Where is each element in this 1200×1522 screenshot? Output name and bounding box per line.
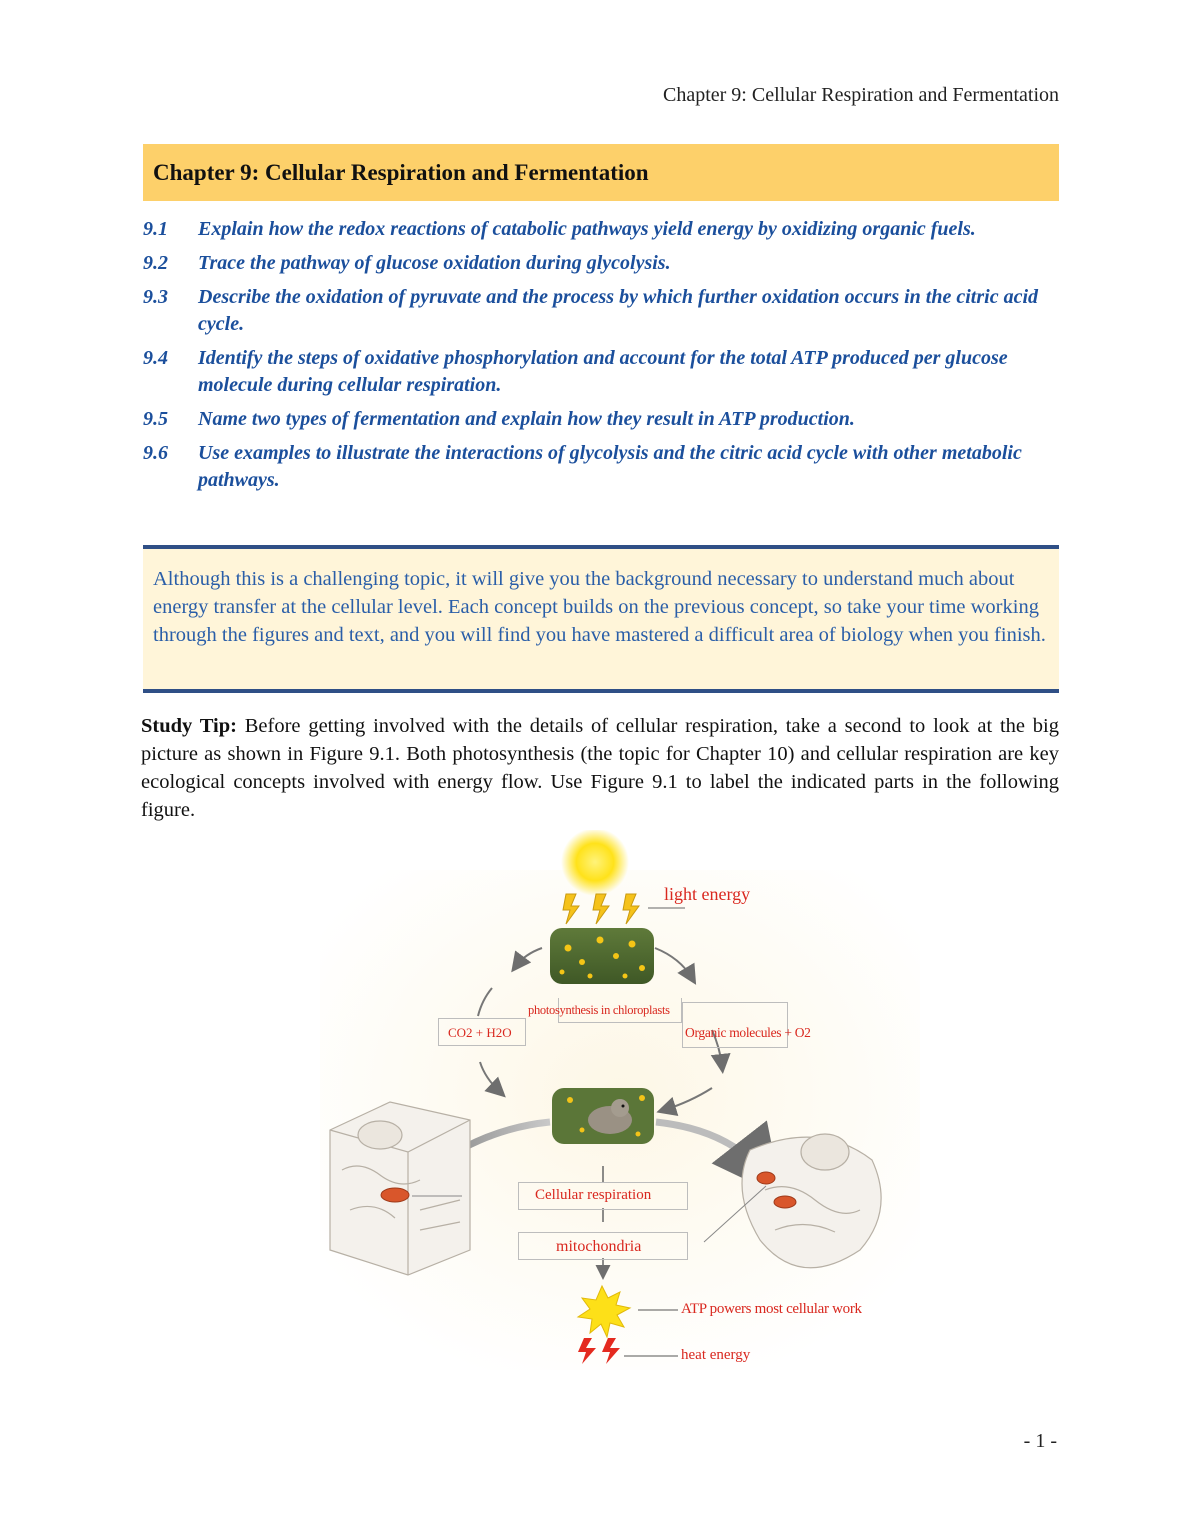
objective-item — [143, 345, 1059, 399]
marmot-photo — [552, 1088, 654, 1144]
meadow-photo — [550, 928, 654, 984]
objective-number: 9.1 — [143, 218, 168, 240]
objective-number: 9.5 — [143, 408, 168, 430]
study-tip-label: Study Tip: — [141, 715, 237, 737]
study-tip-paragraph — [141, 712, 1059, 824]
page-number: - 1 - — [1023, 1430, 1057, 1452]
objective-item — [143, 406, 1059, 433]
sun-icon — [561, 830, 629, 896]
objective-text: Explain how the redox reactions of catabolic pathways yield energy by oxidizing organic fuels. — [198, 218, 976, 240]
co2-h2o-label: CO2 + H2O — [448, 1025, 512, 1040]
organic-molecules-label: Organic molecules + O2 — [685, 1025, 811, 1040]
note-box — [143, 545, 1059, 693]
objective-text: Identify the steps of oxidative phosphorylation and account for the total ATP produced per glucose molecule during cellular respiration. — [198, 347, 1008, 396]
heat-energy-label: heat energy — [681, 1347, 751, 1363]
objective-number: 9.3 — [143, 286, 168, 308]
objective-number: 9.4 — [143, 347, 168, 369]
running-header: Chapter 9: Cellular Respiration and Fermentation — [662, 84, 1059, 106]
energy-flow-figure — [320, 830, 920, 1390]
chapter-title: Chapter 9: Cellular Respiration and Fermentation — [153, 159, 649, 185]
animal-mitochondrion-icon — [757, 1172, 775, 1184]
light-energy-label: light energy — [664, 884, 751, 904]
mitochondria-label: mitochondria — [556, 1238, 642, 1255]
learning-objectives — [143, 216, 1059, 501]
atp-label: ATP powers most cellular work — [681, 1301, 862, 1317]
objective-text: Trace the pathway of glucose oxidation during glycolysis. — [198, 252, 671, 274]
note-text: Although this is a challenging topic, it will give you the background necessary to understand much about energy transfer at the cellular level. Each concept builds on the previous concept, so take your time working through the figures and text, and you will find you have mastered a difficult area of biology when you finish. — [153, 568, 1046, 646]
objective-text: Describe the oxidation of pyruvate and the process by which further oxidation occurs in the citric acid cycle. — [198, 286, 1038, 335]
objective-item — [143, 250, 1059, 277]
study-tip-text: Before getting involved with the details of cellular respiration, take a second to look at the big picture as shown in Figure 9.1. Both photosynthesis (the topic for Chapter 10) and cellular respiration are key ecological concepts involved with energy flow. Use Figure 9.1 to label the indicated parts in the following figure. — [141, 715, 1060, 821]
objective-item — [143, 216, 1059, 243]
objective-number: 9.6 — [143, 442, 168, 464]
objective-number: 9.2 — [143, 252, 168, 274]
chapter-title-banner — [143, 144, 1059, 201]
objective-text: Use examples to illustrate the interactions of glycolysis and the citric acid cycle with other metabolic pathways. — [198, 442, 1022, 491]
objective-item — [143, 284, 1059, 338]
objective-item — [143, 440, 1059, 494]
cellular-respiration-label: Cellular respiration — [535, 1187, 652, 1203]
plant-mitochondrion-icon — [381, 1188, 409, 1202]
photosynthesis-label: photosynthesis in chloroplasts — [528, 1003, 670, 1017]
objective-text: Name two types of fermentation and explain how they result in ATP production. — [198, 408, 855, 430]
animal-mitochondrion-icon — [774, 1196, 796, 1208]
